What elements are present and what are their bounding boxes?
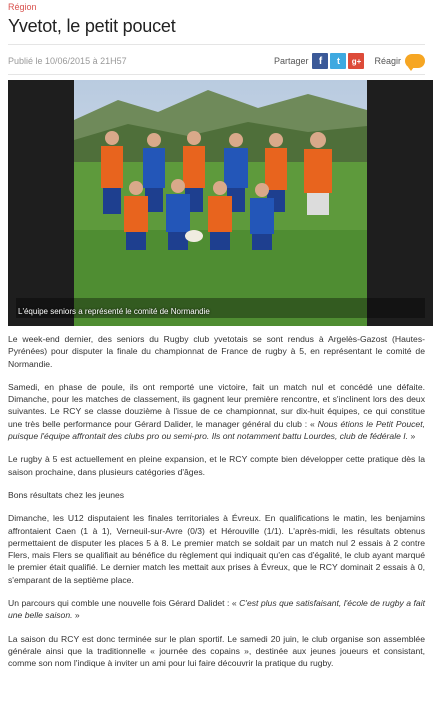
share-toolbar — [274, 50, 425, 72]
section-label[interactable]: Région — [8, 2, 37, 12]
article-photo — [8, 80, 433, 326]
google-plus-icon[interactable]: g+ — [348, 53, 364, 69]
divider — [8, 44, 425, 45]
quote: Nous étions le Petit Poucet, puisque l'équipe affrontait des clubs pro ou semi-pro. Ils ont notamment battu Lourdes, club de fédérale I. — [8, 418, 425, 442]
paragraph: Le week-end dernier, des seniors du Rugby club yvetotais se sont rendus à Argelès-Gazost (Hautes-Pyrénées) pour disputer la finale du championnat de France de rugby à 5, en représentant le comité de Normandie. — [8, 334, 425, 369]
paragraph-text: » — [72, 610, 80, 621]
share-label: Partager — [273, 56, 309, 66]
paragraph — [8, 381, 425, 442]
twitter-icon[interactable]: t — [330, 53, 346, 69]
article-body — [8, 333, 425, 681]
meta-row — [8, 50, 425, 72]
facebook-icon[interactable]: f — [312, 53, 328, 69]
paragraph — [8, 597, 425, 622]
divider — [8, 74, 425, 75]
paragraph: Le rugby à 5 est actuellement en pleine expansion, et le RCY compte bien développer cette pratique dès la saison prochaine, dans plusieurs catégories d'âges. — [8, 454, 425, 477]
paragraph-text: Samedi, en phase de poule, ils ont remporté une victoire, fait un match nul et concédé une défaite. Dimanche, pour les matches de classement, ils gagnent leur première rencontre, et s'inclinent lors des deux suivantes. Le RCY se classe douzième à l'issue de ce championnat, sur dix-huit équipes, ce qui constitue une très belle performance pour Gérard Dalider, le manager général du club : « — [8, 381, 425, 429]
quote: C'est plus que satisfaisant, l'école de rugby a fait une belle saison. — [8, 598, 425, 621]
react-label[interactable]: Réagir — [374, 56, 401, 66]
article-title: Yvetot, le petit poucet — [8, 16, 176, 36]
paragraph-text: Un parcours qui comble une nouvelle fois Gérard Dalidet : « — [8, 598, 240, 609]
photo-caption: L'équipe seniors a représenté le comité de Normandie — [18, 307, 210, 316]
paragraph: Dimanche, les U12 disputaient les finales territoriales à Évreux. En qualifications le matin, les benjamins affrontaient Caen (1 à 1), Verneuil-sur-Avre (0/3) et Hérouville (1/1). L'après-midi, les résultats obtenus permettaient de disputer les places 5 à 8. Le premier match se soldait par un match nul 2 essais à 2 contre Flers, mais Flers se qualifiait au bénéfice du règlement qui indiquait qu'en cas d'égalité, le club ayant marqué le premier était qualifié. Le dernier match les mettait aux prises à Évreux, que le RCY dominait 2 essais à 0, s'emparant de la septième place. — [8, 513, 425, 585]
paragraph: La saison du RCY est donc terminée sur le plan sportif. Le samedi 20 juin, le club organise son assemblée générale ainsi que la traditionnelle « journée des copains », destinée aux jeunes joueurs et consistant, comme son nom l'indique à inviter un ami pour lui faire découvrir la pratique du rugby. — [8, 633, 425, 669]
paragraph-text: » — [408, 431, 416, 442]
comment-bubble-icon[interactable] — [405, 54, 425, 68]
team-photo-image — [8, 80, 433, 326]
publish-date: Publié le 10/06/2015 à 21H57 — [8, 56, 127, 66]
subheading: Bons résultats chez les jeunes — [8, 489, 125, 500]
